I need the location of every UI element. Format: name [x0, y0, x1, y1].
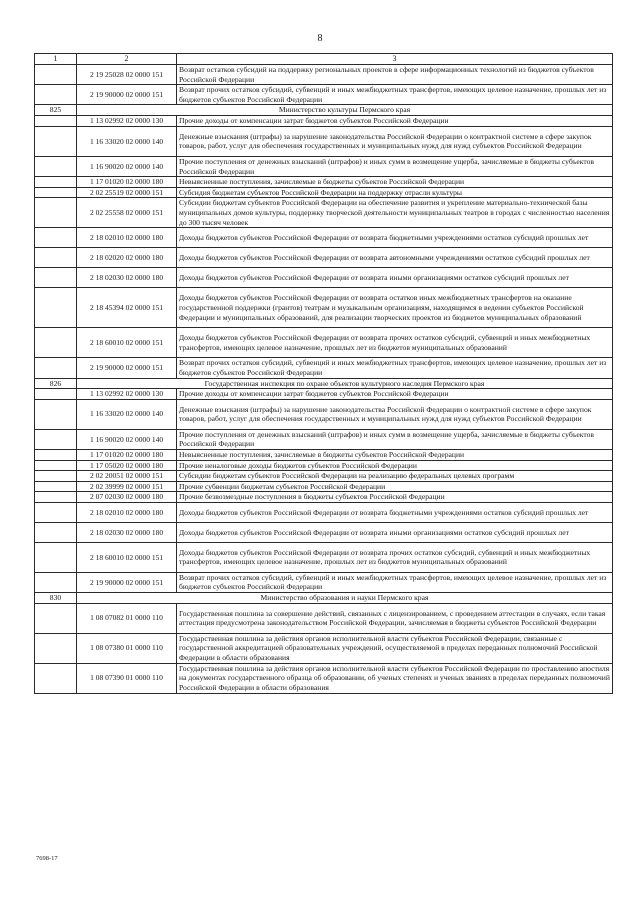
revenue-description: Прочие субвенции бюджетам субъектов Российской Федерации — [177, 481, 613, 492]
revenue-code: 1 13 02992 02 0000 130 — [77, 389, 177, 400]
empty-admin-cell — [35, 471, 77, 482]
revenue-code: 2 18 02030 02 0000 180 — [77, 522, 177, 542]
empty-admin-cell — [35, 358, 77, 378]
revenue-code: 2 19 90000 02 0000 151 — [77, 358, 177, 378]
header-col-3: 3 — [177, 54, 613, 65]
revenue-description: Государственная пошлина за действия органов исполнительной власти субъектов Российской Федерации по проставлению апостиля на документах государственного образца об образовании, об ученых степенях и ученых званиях в пределах переданных полномочий Российской Федерации в области образования — [177, 663, 613, 693]
revenue-description: Субсидии бюджетам субъектов Российской Федерации на реализацию федеральных целевых программ — [177, 471, 613, 482]
revenue-code: 1 17 01020 02 0000 180 — [77, 177, 177, 188]
revenue-description: Возврат прочих остатков субсидий, субвенций и иных межбюджетных трансфертов, имеющих целевое назначение, прошлых лет из бюджетов субъектов Российской Федерации — [177, 85, 613, 105]
table-row — [35, 389, 613, 400]
empty-admin-cell — [35, 177, 77, 188]
empty-admin-cell — [35, 156, 77, 176]
header-col-2: 2 — [77, 54, 177, 65]
revenue-code: 2 18 02030 02 0000 180 — [77, 268, 177, 288]
revenue-description: Доходы бюджетов субъектов Российской Федерации от возврата остатков иных межбюджетных трансфертов на оказание государственной поддержки (грантов) театрам и музыкальным организациям, находящимся в ведении субъектов Российской Федерации и муниципальных образований, для реализации творческих проектов из бюджетов муниципальных образований — [177, 288, 613, 328]
table-row — [35, 399, 613, 429]
revenue-code: 2 07 02030 02 0000 180 — [77, 492, 177, 503]
section-header-row — [35, 378, 613, 389]
table-row — [35, 115, 613, 126]
revenue-code: 1 16 33020 02 0000 140 — [77, 126, 177, 156]
table-row — [35, 85, 613, 105]
revenue-description: Доходы бюджетов субъектов Российской Федерации от возврата прочих остатков субсидий, субвенций и иных межбюджетных трансфертов, имеющих целевое назначение, прошлых лет из бюджетов муниципальных образований — [177, 542, 613, 572]
section-title: Государственная инспекция по охране объектов культурного наследия Пермского края — [77, 378, 613, 389]
empty-admin-cell — [35, 429, 77, 449]
revenue-code: 2 18 02010 02 0000 180 — [77, 502, 177, 522]
empty-admin-cell — [35, 481, 77, 492]
empty-admin-cell — [35, 572, 77, 592]
revenue-code: 2 02 25519 02 0000 151 — [77, 187, 177, 198]
header-col-1: 1 — [35, 54, 77, 65]
revenue-description: Государственная пошлина за совершение действий, связанных с лицензированием, с проведением аттестации в случаях, если такая аттестация предусмотрена законодательством Российской Федерации, зачисляемая в бюджеты субъектов Российской Федерации — [177, 603, 613, 633]
section-admin-code: 830 — [35, 593, 77, 604]
table-header-row — [35, 54, 613, 65]
revenue-description: Доходы бюджетов субъектов Российской Федерации от возврата иными организациями остатков субсидий прошлых лет — [177, 268, 613, 288]
revenue-description: Государственная пошлина за действия органов исполнительной власти субъектов Российской Федерации, связанные с государственной аккредитацией образовательных учреждений, осуществляемой в пределах переданных полномочий Российской Федерации в области образования — [177, 633, 613, 663]
table-row — [35, 522, 613, 542]
table-row — [35, 603, 613, 633]
revenue-description: Доходы бюджетов субъектов Российской Федерации от возврата автономными учреждениями остатков субсидий прошлых лет — [177, 248, 613, 268]
revenue-code: 2 18 02010 02 0000 180 — [77, 228, 177, 248]
revenue-code: 1 16 33020 02 0000 140 — [77, 399, 177, 429]
table-row — [35, 358, 613, 378]
empty-admin-cell — [35, 85, 77, 105]
empty-admin-cell — [35, 228, 77, 248]
section-header-row — [35, 105, 613, 116]
section-header-row — [35, 593, 613, 604]
empty-admin-cell — [35, 248, 77, 268]
table-row — [35, 177, 613, 188]
revenue-code: 2 02 25558 02 0000 151 — [77, 198, 177, 228]
table-row — [35, 471, 613, 482]
revenue-description: Прочие неналоговые доходы бюджетов субъектов Российской Федерации — [177, 460, 613, 471]
revenue-code: 1 17 01020 02 0000 180 — [77, 449, 177, 460]
table-row — [35, 429, 613, 449]
revenue-description: Возврат прочих остатков субсидий, субвенций и иных межбюджетных трансфертов, имеющих целевое назначение, прошлых лет из бюджетов субъектов Российской Федерации — [177, 358, 613, 378]
empty-admin-cell — [35, 542, 77, 572]
revenue-description: Доходы бюджетов субъектов Российской Федерации от возврата бюджетными учреждениями остатков субсидий прошлых лет — [177, 228, 613, 248]
revenue-description: Субсидии бюджетам субъектов Российской Федерации на обеспечение развития и укрепление материально-технической базы муниципальных домов культуры, поддержку творческой деятельности муниципальных театров в городах с численностью населения до 300 тысяч человек — [177, 198, 613, 228]
table-row — [35, 248, 613, 268]
revenue-description: Невыясненные поступления, зачисляемые в бюджеты субъектов Российской Федерации — [177, 177, 613, 188]
revenue-codes-table — [34, 53, 613, 694]
table-row — [35, 633, 613, 663]
revenue-description: Прочие поступления от денежных взысканий (штрафов) и иных сумм в возмещение ущерба, зачисляемые в бюджеты субъектов Российской Федерации — [177, 156, 613, 176]
revenue-code: 1 08 07380 01 0000 110 — [77, 633, 177, 663]
empty-admin-cell — [35, 198, 77, 228]
revenue-code: 2 02 39999 02 0000 151 — [77, 481, 177, 492]
revenue-code: 1 16 90020 02 0000 140 — [77, 156, 177, 176]
revenue-description: Невыясненные поступления, зачисляемые в бюджеты субъектов Российской Федерации — [177, 449, 613, 460]
table-row — [35, 126, 613, 156]
empty-admin-cell — [35, 603, 77, 633]
section-title: Министерство образования и науки Пермского края — [77, 593, 613, 604]
table-row — [35, 663, 613, 693]
empty-admin-cell — [35, 633, 77, 663]
revenue-code: 1 08 07082 01 0000 110 — [77, 603, 177, 633]
section-admin-code: 825 — [35, 105, 77, 116]
empty-admin-cell — [35, 449, 77, 460]
table-row — [35, 198, 613, 228]
revenue-code: 2 19 25028 02 0000 151 — [77, 65, 177, 85]
document-footer-number: 7698-17 — [36, 855, 58, 862]
revenue-description: Субсидия бюджетам субъектов Российской Федерации на поддержку отрасли культуры — [177, 187, 613, 198]
table-row — [35, 481, 613, 492]
empty-admin-cell — [35, 288, 77, 328]
table-row — [35, 187, 613, 198]
revenue-description: Денежные взыскания (штрафы) за нарушение законодательства Российской Федерации о контрактной системе в сфере закупок товаров, работ, услуг для обеспечения государственных и муниципальных нужд для нужд субъектов Российской Федерации — [177, 399, 613, 429]
revenue-code: 2 18 45394 02 0000 151 — [77, 288, 177, 328]
empty-admin-cell — [35, 268, 77, 288]
table-row — [35, 268, 613, 288]
empty-admin-cell — [35, 663, 77, 693]
empty-admin-cell — [35, 115, 77, 126]
table-row — [35, 492, 613, 503]
revenue-code: 1 13 02992 02 0000 130 — [77, 115, 177, 126]
revenue-code: 2 19 90000 02 0000 151 — [77, 85, 177, 105]
revenue-code: 1 16 90020 02 0000 140 — [77, 429, 177, 449]
revenue-description: Денежные взыскания (штрафы) за нарушение законодательства Российской Федерации о контрактной системе в сфере закупок товаров, работ, услуг для обеспечения государственных и муниципальных нужд для нужд субъектов Российской Федерации — [177, 126, 613, 156]
table-row — [35, 65, 613, 85]
revenue-code: 2 18 02020 02 0000 180 — [77, 248, 177, 268]
revenue-description: Прочие поступления от денежных взысканий (штрафов) и иных сумм в возмещение ущерба, зачисляемые в бюджеты субъектов Российской Федерации — [177, 429, 613, 449]
table-row — [35, 572, 613, 592]
revenue-code: 1 08 07390 01 0000 110 — [77, 663, 177, 693]
revenue-description: Возврат остатков субсидий на поддержку региональных проектов в сфере информационных технологий из бюджетов субъектов Российской Федерации — [177, 65, 613, 85]
empty-admin-cell — [35, 399, 77, 429]
table-row — [35, 228, 613, 248]
table-row — [35, 449, 613, 460]
section-title: Министерство культуры Пермского края — [77, 105, 613, 116]
revenue-description: Прочие доходы от компенсации затрат бюджетов субъектов Российской Федерации — [177, 115, 613, 126]
empty-admin-cell — [35, 522, 77, 542]
table-row — [35, 460, 613, 471]
table-row — [35, 502, 613, 522]
revenue-description: Доходы бюджетов субъектов Российской Федерации от возврата иными организациями остатков субсидий прошлых лет — [177, 522, 613, 542]
revenue-description: Доходы бюджетов субъектов Российской Федерации от возврата бюджетными учреждениями остатков субсидий прошлых лет — [177, 502, 613, 522]
revenue-code: 2 18 60010 02 0000 151 — [77, 328, 177, 358]
empty-admin-cell — [35, 328, 77, 358]
revenue-code: 2 02 20051 02 0000 151 — [77, 471, 177, 482]
revenue-description: Доходы бюджетов субъектов Российской Федерации от возврата прочих остатков субсидий, субвенций и иных межбюджетных трансфертов, имеющих целевое назначение, прошлых лет из бюджетов муниципальных образований — [177, 328, 613, 358]
revenue-description: Прочие доходы от компенсации затрат бюджетов субъектов Российской Федерации — [177, 389, 613, 400]
table-row — [35, 542, 613, 572]
empty-admin-cell — [35, 492, 77, 503]
empty-admin-cell — [35, 460, 77, 471]
page-number: 8 — [317, 33, 323, 44]
section-admin-code: 826 — [35, 378, 77, 389]
empty-admin-cell — [35, 389, 77, 400]
empty-admin-cell — [35, 187, 77, 198]
revenue-code: 2 19 90000 02 0000 151 — [77, 572, 177, 592]
empty-admin-cell — [35, 126, 77, 156]
revenue-description: Прочие безвозмездные поступления в бюджеты субъектов Российской Федерации — [177, 492, 613, 503]
empty-admin-cell — [35, 65, 77, 85]
revenue-code: 2 18 60010 02 0000 151 — [77, 542, 177, 572]
table-row — [35, 328, 613, 358]
table-row — [35, 156, 613, 176]
revenue-description: Возврат прочих остатков субсидий, субвенций и иных межбюджетных трансфертов, имеющих целевое назначение, прошлых лет из бюджетов субъектов Российской Федерации — [177, 572, 613, 592]
revenue-code: 1 17 05020 02 0000 180 — [77, 460, 177, 471]
empty-admin-cell — [35, 502, 77, 522]
table-row — [35, 288, 613, 328]
